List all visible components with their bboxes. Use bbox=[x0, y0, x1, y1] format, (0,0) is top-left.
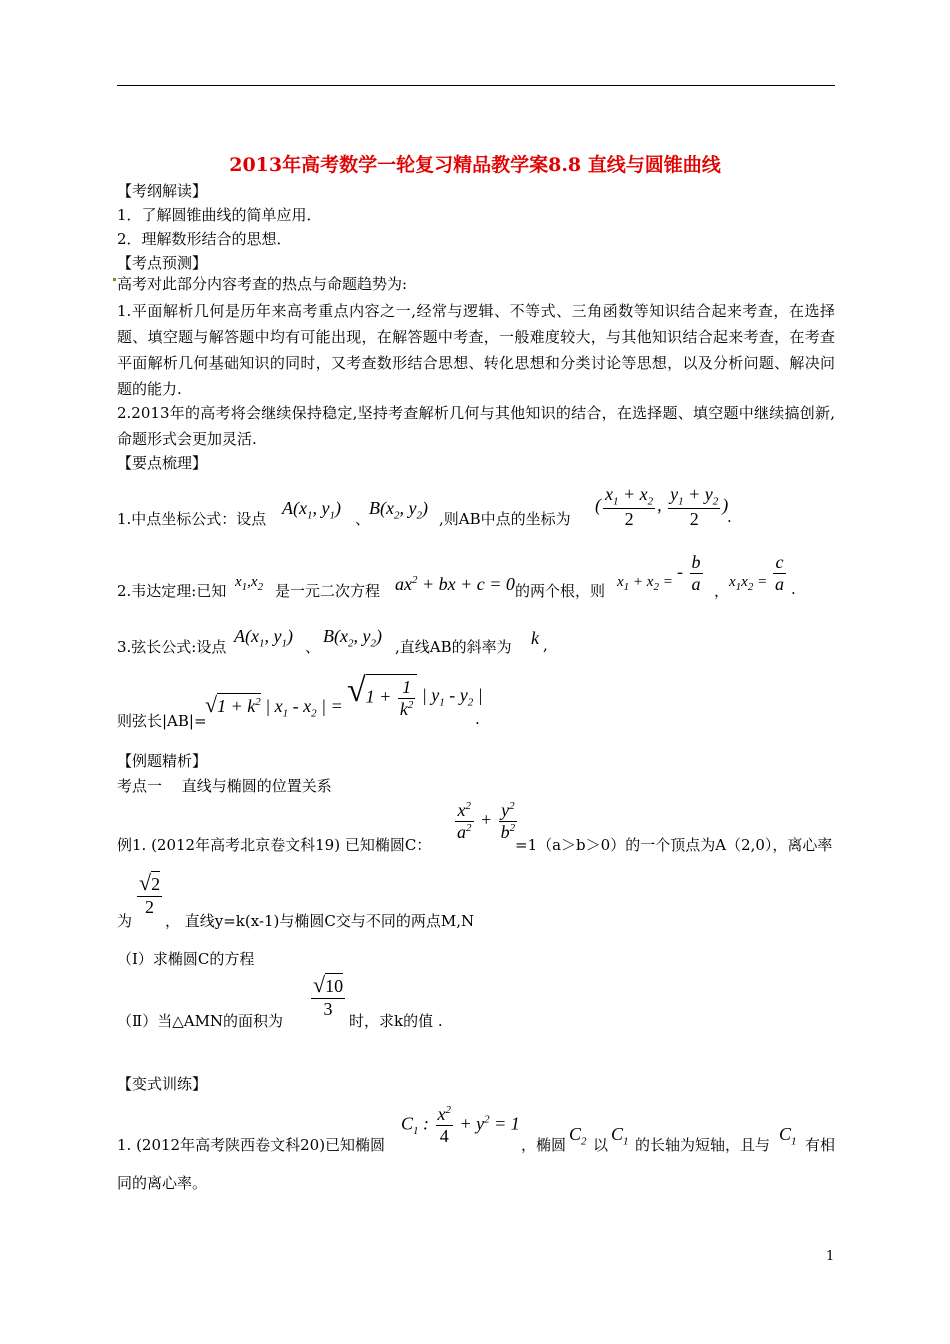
marker-dot bbox=[113, 278, 116, 281]
header-rule bbox=[117, 85, 835, 86]
kaodian-paragraph-2: 2.2013年的高考将会继续保持稳定,坚持考查解析几何与其他知识的结合，在选择题、填空题中继续搞创新,命题形式会更加灵活. bbox=[117, 404, 835, 448]
page-title: 2013年高考数学一轮复习精品教学案8.8 直线与圆锥曲线 bbox=[229, 154, 721, 176]
list-item: 1．了解圆锥曲线的简单应用． bbox=[117, 206, 322, 224]
section-kaogang: 【考纲解读】 bbox=[117, 182, 208, 200]
page-number: 1 bbox=[826, 1249, 835, 1264]
section-kaodian: 【考点预测】 bbox=[117, 254, 208, 272]
question-1: （Ⅰ）求椭圆C的方程 bbox=[117, 950, 255, 968]
list-item: 2．理解数形结合的思想． bbox=[117, 230, 292, 248]
kaodian-intro: 高考对此部分内容考查的热点与命题趋势为: bbox=[117, 275, 408, 293]
kaodian-paragraph-1: 1.平面解析几何是历年来高考重点内容之一,经常与逻辑、不等式、三角函数等知识结合起来考查，在选择题、填空题与解答题中均有可能出现，在解答题中考查，一般难度较大，与其他知识结合起来考查，在考查平面解析几何基础知识的同时，又考查数形结合思想、转化思想和分类讨论等思想，以及分析问题、解决问题的能力. bbox=[117, 302, 835, 398]
variant-1-line2: 同的离心率。 bbox=[117, 1174, 208, 1192]
kaodian-1-heading: 考点一 直线与椭圆的位置关系 bbox=[117, 777, 332, 795]
section-bianshi: 【变式训练】 bbox=[117, 1075, 208, 1093]
section-yaodian: 【要点梳理】 bbox=[117, 454, 208, 472]
section-liti: 【例题精析】 bbox=[117, 752, 208, 770]
